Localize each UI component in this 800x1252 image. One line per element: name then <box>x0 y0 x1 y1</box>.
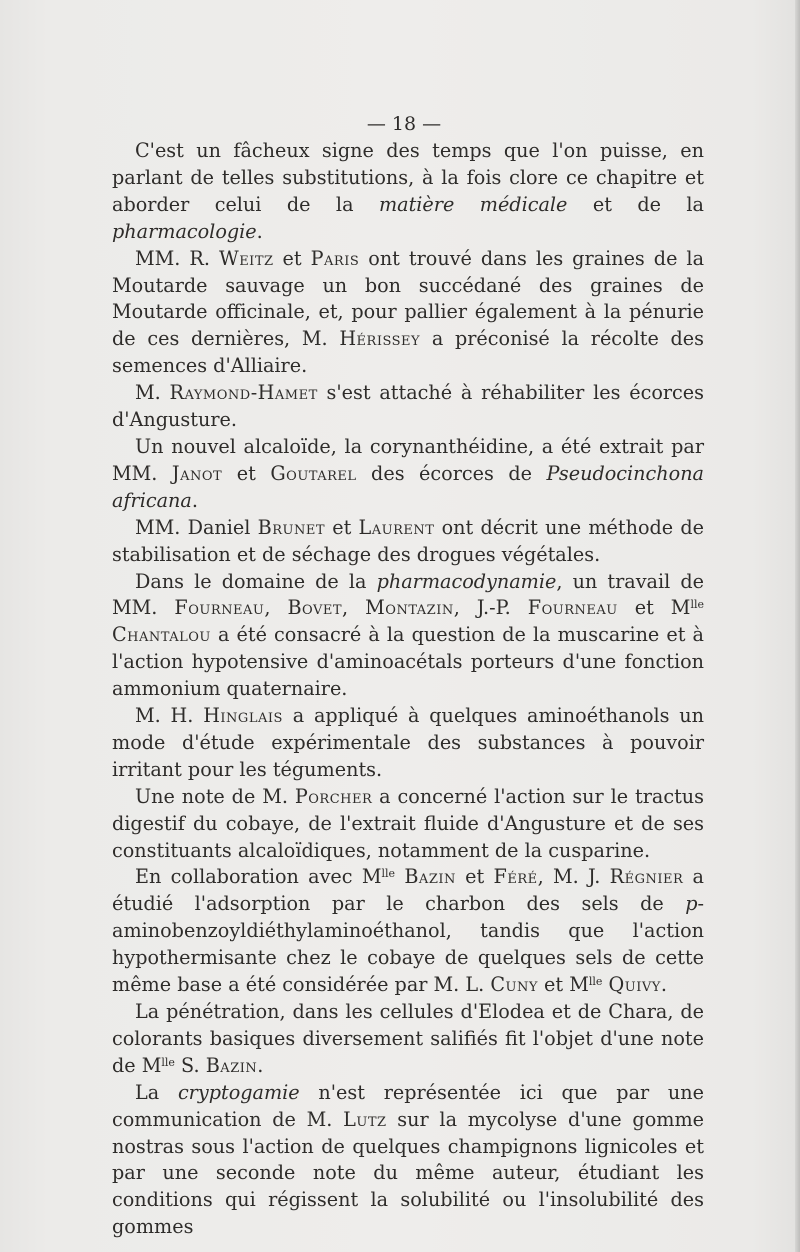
text-run: sur la mycolyse d'une gomme nostras sous l'action de quelques champignons lignicoles et par une seconde note du même auteur, étudiant les conditions qui régissent la solubilité ou l'insolubilité des gommes <box>112 1107 704 1239</box>
text-run: et M <box>617 596 691 620</box>
text-run: ont trouvé dans les graines de la Moutarde sauvage un bon succédané des graines de Moutarde officinale, et, pour pallier également à la pénurie de ces dernières, M. <box>112 246 705 351</box>
author-name: Hérissey <box>339 327 421 351</box>
text-run: MM. Daniel <box>135 515 258 539</box>
author-name: Lutz <box>343 1107 387 1131</box>
author-name: Brunet <box>257 515 326 539</box>
text-run: n'est représentée ici que par une communication de M. <box>112 1080 705 1131</box>
body-text <box>112 138 704 1241</box>
text-run: et <box>455 865 494 889</box>
author-name: Fourneau <box>174 596 265 620</box>
italic-term: Pseudocinchona africana <box>112 461 704 512</box>
text-run: . <box>660 973 667 997</box>
author-name: Quivy <box>608 973 661 997</box>
text-run: s'est attaché à réhabiliter les écorces d'Angusture. <box>112 381 704 432</box>
text-run: a été consacré à la question de la muscarine et à l'action hypotensive d'aminoacétals porteurs d'une fonction ammonium quaternaire. <box>112 623 704 701</box>
paragraph-p10 <box>112 999 704 1080</box>
paragraph-p6 <box>112 569 704 704</box>
text-run: a étudié l'adsorption par le charbon des sels de <box>112 865 704 916</box>
text-run: , <box>264 596 288 620</box>
text-run: ont décrit une méthode de stabilisation et de séchage des drogues végétales. <box>112 515 704 566</box>
italic-term: pharmacologie <box>112 219 257 243</box>
author-name: Hinglais <box>203 704 283 728</box>
paragraph-p8 <box>112 784 704 865</box>
author-name: Fourneau <box>527 596 618 620</box>
text-run: a concerné l'action sur le tractus digestif du cobaye, de l'extrait fluide d'Angusture et de ses constituants alcaloïdiques, notamment de la cusparine. <box>112 784 704 862</box>
author-name: Janot <box>171 461 223 485</box>
text-run: Dans le domaine de la <box>135 569 377 593</box>
text-run: et <box>222 461 271 485</box>
text-run: MM. R. <box>135 246 219 270</box>
paragraph-p3 <box>112 380 704 434</box>
superscript: lle <box>588 975 603 989</box>
text-run: M. H. <box>135 704 204 728</box>
text-run: des écorces de <box>356 461 547 485</box>
text-run: et M <box>537 973 589 997</box>
text-run: M. <box>135 381 170 405</box>
paragraph-p9 <box>112 864 704 999</box>
author-name: Bovet <box>287 596 343 620</box>
superscript: lle <box>161 1055 175 1069</box>
text-run: La <box>135 1080 178 1104</box>
author-name: Bazin <box>404 865 456 889</box>
author-name: Cuny <box>490 973 538 997</box>
text-run: , M. J. <box>537 865 610 889</box>
author-name: Laurent <box>358 515 435 539</box>
page-number: — 18 — <box>366 113 442 135</box>
italic-term: matière médicale <box>378 192 568 216</box>
text-run: . <box>257 1053 264 1077</box>
text-run: En collaboration avec M <box>135 865 382 889</box>
page-edge-shadow <box>795 0 800 1252</box>
italic-term: cryptogamie <box>177 1080 300 1104</box>
text-run: et <box>273 246 311 270</box>
author-name: Régnier <box>609 865 684 889</box>
text-run: C'est un fâcheux signe des temps que l'on puisse, en parlant de telles substitutions, à la fois clore ce chapitre et aborder celui de la <box>112 139 704 216</box>
author-name: Weitz <box>218 246 274 270</box>
superscript: lle <box>690 598 704 612</box>
text-run: , un travail de MM. <box>112 569 705 620</box>
author-name: Montazin <box>365 596 454 620</box>
text-run: , J.-P. <box>453 596 528 620</box>
author-name: Chantalou <box>112 623 211 647</box>
text-run: La pénétration, dans les cellules d'Elodea et de Chara, de colorants basiques diversement salifiés fit l'objet d'une note de M <box>112 1000 704 1077</box>
text-run: . <box>191 488 198 512</box>
text-run: S. <box>174 1053 206 1077</box>
text-run: et de la <box>567 192 704 216</box>
author-name: Paris <box>310 246 360 270</box>
paragraph-p4 <box>112 434 704 515</box>
author-name: Raymond-Hamet <box>169 381 318 405</box>
italic-term: p <box>685 892 698 916</box>
author-name: Féré <box>493 865 538 889</box>
paragraph-p11 <box>112 1080 704 1241</box>
paragraph-p5 <box>112 515 704 569</box>
text-run: a préconisé la récolte des semences d'Alliaire. <box>112 327 704 378</box>
italic-term: pharmacodynamie <box>376 569 557 593</box>
text-run: et <box>325 515 359 539</box>
text-run <box>395 865 404 888</box>
text-run: Une note de M. <box>135 784 295 808</box>
text-run: . <box>256 219 263 243</box>
text-run: , <box>342 596 366 620</box>
author-name: Goutarel <box>270 461 357 485</box>
author-name: Bazin <box>205 1053 258 1077</box>
paragraph-p7 <box>112 703 704 784</box>
text-run: -aminobenzoyldiéthylaminoéthanol, tandis que l'action hypothermisante chez le cobaye de quelques sels de cette même base a été considérée par M. L. <box>112 892 704 997</box>
superscript: lle <box>381 867 396 881</box>
paragraph-p2 <box>112 246 704 381</box>
text-run: a appliqué à quelques aminoéthanols un mode d'étude expérimentale des substances à pouvoir irritant pour les téguments. <box>112 704 704 781</box>
author-name: Porcher <box>294 784 373 808</box>
text-run: Un nouvel alcaloïde, la corynanthéidine, a été extrait par MM. <box>112 434 704 485</box>
paragraph-p1 <box>112 138 704 246</box>
